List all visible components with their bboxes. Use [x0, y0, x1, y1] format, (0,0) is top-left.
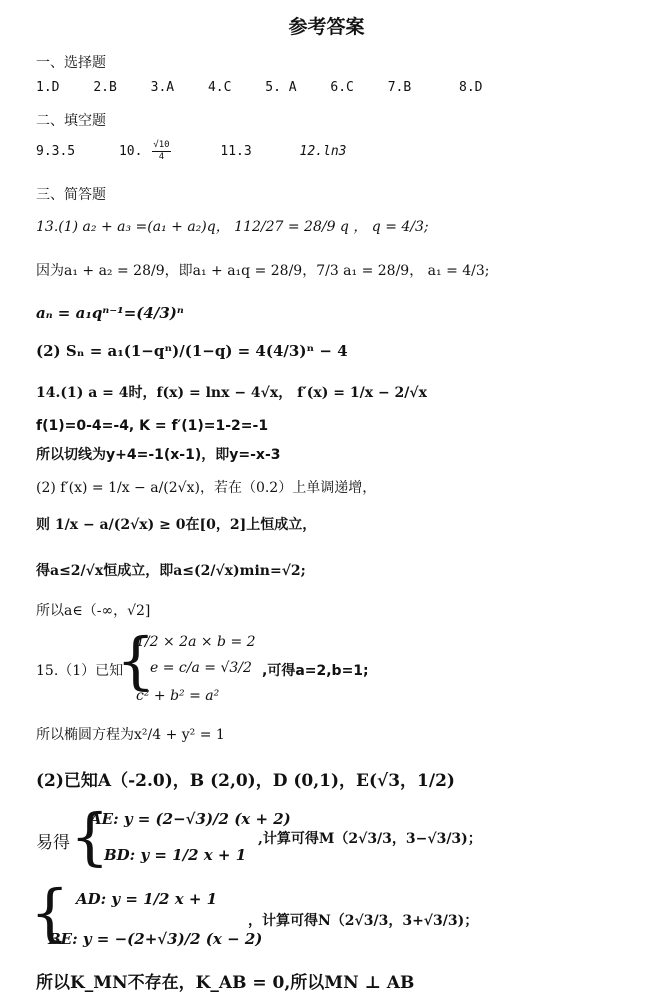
- choice-answer: 8.D: [459, 80, 483, 95]
- q13-line-1: 13.(1) a₂ + a₃ =(a₁ + a₂)q， 112/27 = 28/9 q ， q = 4/3;: [36, 219, 429, 235]
- q14-line-6: 得a≤2/√x恒成立，即a≤(2/√x)min=√2;: [36, 563, 306, 579]
- q14-line-2: f(1)=0-4=-4, K = f′(1)=1-2=-1: [36, 418, 269, 434]
- section-fill-heading: 二、填空题: [36, 113, 106, 129]
- q15-intro: 15.（1）已知: [36, 663, 124, 679]
- q15-line-ad: AD: y = 1/2 x + 1: [76, 890, 218, 908]
- left-brace-icon: {: [116, 624, 156, 697]
- choice-answer: 5. A: [265, 80, 297, 95]
- choice-answer: 6.C: [330, 80, 354, 95]
- left-brace-icon: {: [30, 876, 70, 949]
- q14-line-1: 14.(1) a = 4时，f(x) = lnx − 4√x， f′(x) = 1/x − 2/√x: [36, 385, 427, 401]
- q15-line-ae: AE: y = (2−√3)/2 (x + 2): [90, 810, 291, 828]
- q15-easy-label: 易得: [36, 833, 70, 853]
- q15-point-m: ,计算可得M（2√3/3，3−√3/3)；: [258, 831, 482, 847]
- left-brace-icon: {: [70, 800, 110, 873]
- q14-line-5: 则 1/x − a/(2√x) ≥ 0在[0，2]上恒成立，: [36, 517, 317, 533]
- q14-line-7: 所以a∈（-∞，√2]: [36, 603, 151, 619]
- fill-answer-12: 12.ln3: [299, 144, 347, 159]
- fill-answers-row: [36, 140, 346, 163]
- q13-line-2: 因为a₁ + a₂ = 28/9，即a₁ + a₁q = 28/9，7/3 a₁ = 28/9， a₁ = 4/3;: [36, 263, 490, 279]
- choice-answer: 1.D: [36, 80, 60, 95]
- fill-answer-10-fraction: $\frac{√10}{4}$: [153, 140, 170, 162]
- q15-line-bd: BD: y = 1/2 x + 1: [104, 846, 247, 864]
- q13-line-4: (2) Sₙ = a₁(1−qⁿ)/(1−q) = 4(4/3)ⁿ − 4: [36, 342, 348, 360]
- choice-answers-row: [36, 80, 483, 95]
- choice-answer: 3.A: [150, 80, 175, 95]
- q15-system-eq-1: 1/2 × 2a × b = 2: [136, 634, 256, 650]
- q15-result: ,可得a=2,b=1;: [262, 663, 369, 679]
- section-short-heading: 三、简答题: [36, 187, 106, 203]
- q14-line-4: (2) f′(x) = 1/x − a/(2√x)，若在（0.2）上单调递增，: [36, 480, 377, 496]
- fill-answer-10: 10.: [118, 144, 143, 159]
- q15-system-eq-3: c² + b² = a²: [136, 688, 220, 704]
- q15-line-be: BE: y = −(2+√3)/2 (x − 2): [48, 930, 263, 948]
- section-choice-heading: 一、选择题: [36, 55, 106, 71]
- choice-answer: 2.B: [93, 80, 117, 95]
- q15-point-n: ，计算可得N（2√3/3，3+√3/3)；: [248, 913, 479, 929]
- choice-answer: 7.B: [387, 80, 412, 95]
- q14-line-3: 所以切线为y+4=-1(x-1)，即y=-x-3: [36, 447, 281, 463]
- q15-points: (2)已知A（-2.0)，B (2,0)，D (0,1)，E(√3，1/2): [36, 771, 455, 791]
- q15-ellipse: 所以椭圆方程为x²/4 + y² = 1: [36, 727, 225, 743]
- fill-answer-9: 9.3.5: [36, 144, 76, 159]
- q15-final: 所以K_MN不存在，K_AB = 0,所以MN ⊥ AB: [36, 973, 415, 993]
- q15-system-eq-2: e = c/a = √3/2: [150, 660, 252, 676]
- q13-line-3: aₙ = a₁qⁿ⁻¹=(4/3)ⁿ: [36, 304, 184, 322]
- fill-answer-11: 11.3: [220, 144, 252, 159]
- page-title: 参考答案: [288, 16, 365, 38]
- choice-answer: 4.C: [207, 80, 232, 95]
